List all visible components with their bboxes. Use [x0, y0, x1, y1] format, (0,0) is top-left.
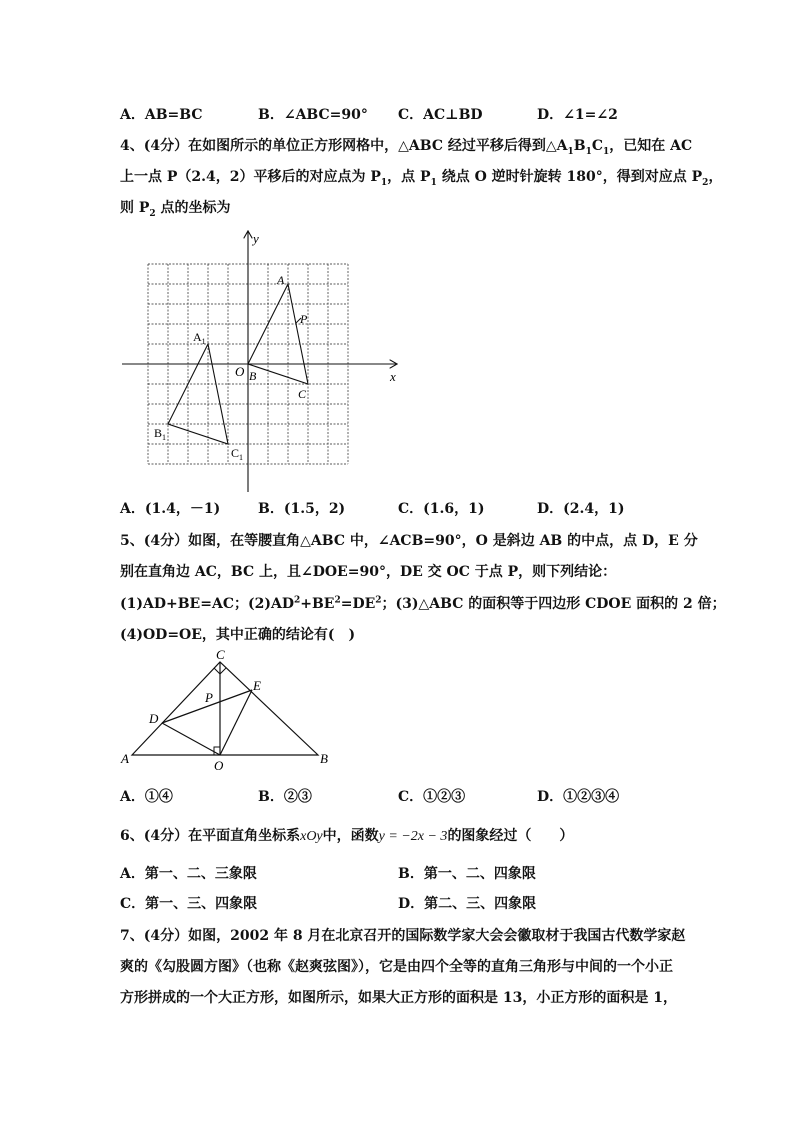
y-axis-label: y — [253, 231, 259, 246]
q5-option-b: B．②③ — [258, 789, 312, 805]
label-b: B — [320, 751, 328, 766]
q4-option-d: D．(2.4，1) — [537, 501, 625, 517]
q5-option-d: D．①②③④ — [537, 789, 620, 805]
q6-function: y = −2x − 3 — [378, 829, 448, 844]
triangle-a1b1c1 — [168, 344, 228, 444]
label-p: P — [205, 690, 213, 705]
label-b: B — [249, 369, 257, 383]
label-o: O — [214, 758, 224, 773]
origin-label: O — [235, 364, 245, 379]
q4-option-c: C．(1.6，1) — [398, 501, 485, 517]
q5-stem-line1: 5、(4分）如图，在等腰直角△ABC 中，∠ACB=90°，O 是斜边 AB 的中点，点 D，E 分 — [120, 533, 698, 549]
q6-stem: 6、(4分）在平面直角坐标系xOy中，函数y = −2x − 3的图象经过（ ） — [120, 828, 574, 844]
label-c: C — [298, 387, 307, 401]
q3-option-c: C．AC⊥BD — [398, 107, 483, 123]
q7-stem-line3: 方形拼成的一个大正方形，如图所示，如果大正方形的面积是 13，小正方形的面积是 1， — [120, 990, 677, 1006]
q4-coordinate-figure — [115, 225, 415, 495]
q5-option-a: A．①④ — [120, 789, 173, 805]
q7-stem-line1: 7、(4分）如图，2002 年 8 月在北京召开的国际数学家大会会徽取材于我国古代数学家赵 — [120, 928, 686, 944]
q7-stem-line2: 爽的《勾股圆方图》（也称《赵爽弦图》），它是由四个全等的直角三角形与中间的一个小正 — [120, 959, 673, 975]
label-a: A — [121, 751, 129, 766]
segment-od — [162, 723, 220, 755]
q6-option-c: C．第一、三、四象限 — [120, 896, 258, 912]
q5-stem-line4: (4)OD=OE，其中正确的结论有( ) — [120, 627, 356, 643]
label-b1: $B_1$ — [154, 426, 167, 442]
q5-stem-line2: 别在直角边 AC，BC 上，且∠DOE=90°，DE 交 OC 于点 P，则下列结论： — [120, 564, 617, 580]
q5-option-c: C．①②③ — [398, 789, 466, 805]
q4-option-b: B．(1.5，2) — [258, 501, 346, 517]
q5-stem-line3: (1)AD+BE=AC；$(2)AD^2+BE^2=DE^2$；(3)△ABC 的面积等于四边形 CDOE 面积的 2 倍； — [120, 595, 726, 612]
q4-option-a: A．(1.4，－1) — [120, 501, 221, 517]
q4-stem-line1: 4、(4分）在如图所示的单位正方形网格中，△ABC 经过平移后得到$\triangle A_1B_1C_1$，已知在 AC — [120, 138, 693, 157]
label-p: P — [300, 312, 308, 326]
q3-option-a: A．AB=BC — [120, 107, 203, 123]
triangle-abc — [248, 284, 308, 384]
q3-option-d: D．∠1=∠2 — [537, 107, 618, 123]
q6-option-a: A．第一、二、三象限 — [120, 866, 257, 882]
label-c: C — [216, 647, 225, 662]
label-a1: $A_1$ — [193, 330, 206, 346]
q4-stem-line2: 上一点 P（2.4，2）平移后的对应点为 $P_1$，点 $P_1$ 绕点 O 逆时针旋转 180°，得到对应点 $P_2$， — [120, 169, 723, 188]
label-c1: $C_1$ — [231, 446, 244, 462]
label-d: D — [149, 711, 159, 726]
triangle-abc — [132, 662, 318, 755]
x-axis-label: x — [390, 369, 396, 384]
q6-option-d: D．第二、三、四象限 — [398, 896, 537, 912]
label-e: E — [253, 678, 261, 693]
q3-option-b: B．∠ABC=90° — [258, 107, 368, 123]
label-a: A — [277, 273, 285, 287]
q5-triangle-figure — [115, 645, 335, 775]
q4-stem-line3: 则 $P_2$ 点的坐标为 — [120, 200, 231, 219]
q6-xoy: xOy — [300, 829, 323, 844]
q6-option-b: B．第一、二、四象限 — [398, 866, 536, 882]
